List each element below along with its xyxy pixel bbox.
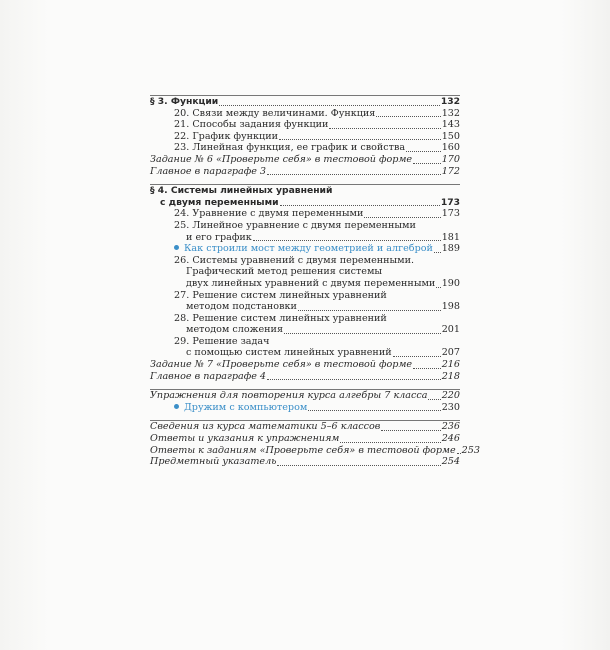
toc-item-25[interactable]: [150, 232, 460, 244]
table-of-contents: [150, 92, 480, 468]
item-title: График функции: [192, 130, 278, 142]
section-title: с двумя переменными: [160, 196, 279, 208]
item-title: Задание № 6 «Проверьте себя» в тестовой форме: [150, 153, 413, 165]
leader-dots: [406, 150, 441, 152]
page-number: 230: [441, 401, 460, 413]
toc-back-index[interactable]: [150, 456, 460, 468]
item-title: Решение систем линейных уравнений: [192, 312, 387, 324]
bullet-icon: [174, 404, 179, 409]
item-number: 22.: [174, 130, 190, 142]
leader-dots: [284, 332, 441, 334]
leader-dots: [381, 429, 440, 431]
leader-dots: [457, 452, 461, 454]
leader-dots: [277, 464, 440, 466]
page-number: 132: [441, 107, 460, 119]
item-title: Линейное уравнение с двумя переменными: [192, 219, 416, 231]
item-title: Предметный указатель: [150, 456, 277, 468]
toc-item-28[interactable]: [150, 324, 460, 336]
toc-item-26-line1: [150, 255, 460, 267]
toc-item-26[interactable]: [150, 278, 460, 290]
page-number: 181: [441, 231, 460, 243]
toc-back-answers[interactable]: [150, 433, 460, 445]
leader-dots: [329, 127, 440, 129]
item-title: Способы задания функции: [192, 119, 329, 131]
item-number: 25.: [174, 219, 190, 231]
page-number: 201: [441, 324, 460, 336]
leader-dots: [364, 216, 440, 218]
leader-dots: [428, 398, 440, 400]
item-title: Как строили мост между геометрией и алгеброй: [184, 243, 433, 255]
toc-main-3[interactable]: [150, 166, 460, 178]
item-number: 29.: [174, 335, 190, 347]
item-title: Решение задач: [192, 335, 270, 347]
toc-item-26-line2: [150, 266, 460, 278]
item-number: 23.: [174, 142, 190, 154]
leader-dots: [434, 251, 441, 253]
item-number: 28.: [174, 312, 190, 324]
item-number: 21.: [174, 119, 190, 131]
page-number: 246: [441, 433, 460, 445]
page-number: 207: [441, 347, 460, 359]
toc-back-test-answers[interactable]: [150, 444, 480, 457]
section-title: § 3. Функции: [150, 96, 219, 107]
toc-item-25-line1: [150, 220, 460, 232]
item-title: Решение систем линейных уравнений: [192, 289, 387, 301]
item-title: Упражнения для повторения курса алгебры 7 класса: [150, 390, 428, 402]
toc-item-23[interactable]: [150, 142, 460, 154]
leader-dots: [413, 367, 441, 369]
item-title: Уравнение с двумя переменными: [192, 208, 364, 220]
page-number: 216: [441, 359, 460, 371]
item-title-cont: Графический метод решения системы: [186, 266, 383, 278]
item-number: 27.: [174, 289, 190, 301]
leader-dots: [298, 309, 441, 311]
leader-dots: [267, 173, 441, 175]
leader-dots: [253, 239, 441, 241]
item-title: Сведения из курса математики 5–6 классов: [150, 421, 381, 433]
item-title: Главное в параграфе 4: [150, 370, 267, 382]
item-title-cont: и его график: [186, 231, 252, 243]
toc-section-3[interactable]: [150, 96, 460, 108]
toc-item-20[interactable]: [150, 108, 460, 120]
page-number: 160: [441, 142, 460, 154]
item-title: Линейная функция, ее график и свойства: [192, 142, 406, 154]
toc-section-4[interactable]: [150, 197, 460, 209]
toc-item-27-line1: [150, 290, 460, 302]
bullet-icon: [174, 245, 179, 250]
item-title: Связи между величинами. Функция: [192, 107, 376, 119]
item-title-cont: методом подстановки: [186, 301, 297, 313]
item-number: 24.: [174, 208, 190, 220]
page-number: 220: [441, 390, 460, 402]
item-title: Ответы и указания к упражнениям: [150, 433, 340, 445]
page-number: 170: [441, 153, 460, 165]
toc-bridge[interactable]: [150, 243, 460, 255]
leader-dots: [308, 409, 440, 411]
item-number: 26.: [174, 254, 190, 266]
toc-item-29[interactable]: [150, 347, 460, 359]
item-title: Системы уравнений с двумя переменными.: [192, 254, 415, 266]
leader-dots: [393, 355, 441, 357]
section-4-title-line1: § 4. Системы линейных уравнений: [150, 185, 333, 197]
item-title: Главное в параграфе 3: [150, 165, 267, 177]
leader-dots: [267, 378, 441, 380]
toc-item-21[interactable]: [150, 119, 460, 131]
leader-dots: [219, 104, 440, 106]
toc-item-29-line1: [150, 336, 460, 348]
toc-test-6[interactable]: [150, 154, 460, 166]
page-number: 172: [441, 165, 460, 177]
page-number: 198: [441, 301, 460, 313]
page-number: 190: [441, 277, 460, 289]
toc-item-27[interactable]: [150, 301, 460, 313]
toc-computer[interactable]: [150, 402, 460, 414]
item-title: Задание № 7 «Проверьте себя» в тестовой форме: [150, 359, 413, 371]
toc-test-7[interactable]: [150, 359, 460, 371]
page-number: 189: [441, 243, 460, 255]
page-number: 218: [441, 370, 460, 382]
page-number: 150: [441, 130, 460, 142]
leader-dots: [436, 286, 440, 288]
leader-dots: [280, 204, 440, 206]
leader-dots: [279, 138, 441, 140]
toc-back-info[interactable]: [150, 421, 460, 433]
toc-item-28-line1: [150, 313, 460, 325]
item-title: Дружим с компьютером: [184, 401, 308, 413]
toc-item-22[interactable]: [150, 131, 460, 143]
item-title-cont: двух линейных уравнений с двумя переменными: [186, 277, 436, 289]
item-title: Ответы к заданиям «Проверьте себя» в тестовой форме: [150, 444, 456, 456]
item-title-cont: с помощью систем линейных уравнений: [186, 347, 392, 359]
item-title-cont: методом сложения: [186, 324, 284, 336]
toc-main-4[interactable]: [150, 371, 460, 383]
item-number: 20.: [174, 107, 190, 119]
page-number: 173: [440, 196, 460, 208]
page-number: 253: [461, 444, 480, 456]
page-number: 254: [441, 456, 460, 468]
page-number: 236: [441, 421, 460, 433]
toc-item-24[interactable]: [150, 208, 460, 220]
leader-dots: [376, 115, 440, 117]
page-number: 173: [441, 208, 460, 220]
leader-dots: [413, 162, 441, 164]
leader-dots: [340, 441, 440, 443]
toc-exercises[interactable]: [150, 390, 460, 402]
page-number: 132: [440, 96, 460, 107]
page-number: 143: [441, 119, 460, 131]
